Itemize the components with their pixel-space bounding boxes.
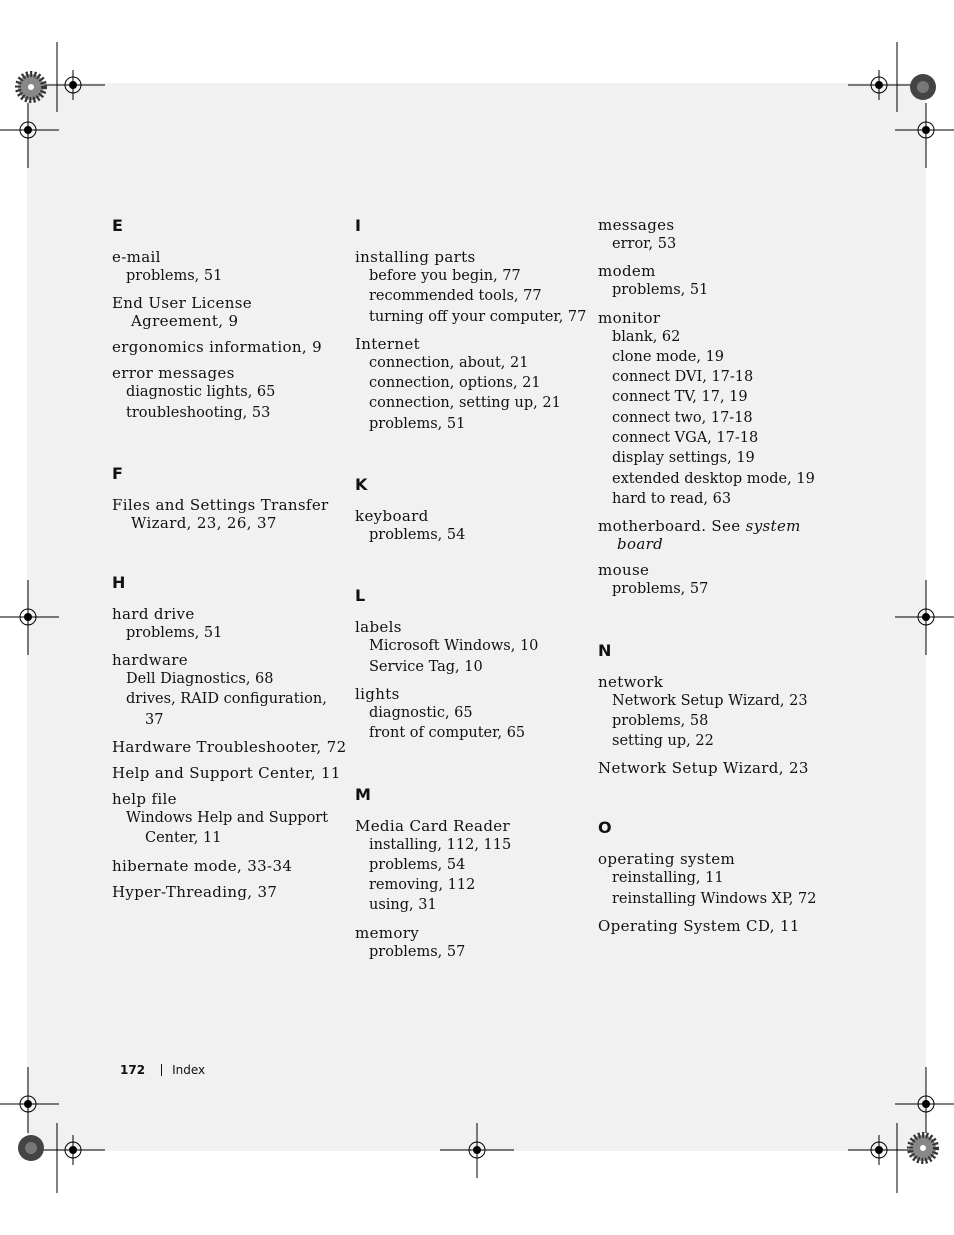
index-term-text: monitor <box>598 308 661 327</box>
footer-separator <box>161 1064 162 1076</box>
index-term-text: End User License Agreement, 9 <box>112 294 253 331</box>
index-section <box>355 785 590 962</box>
index-term-text: error messages <box>112 364 235 383</box>
index-entry <box>355 924 590 962</box>
index-subentry: connect VGA, 17-18 <box>612 430 759 447</box>
index-entry <box>112 605 347 643</box>
index-term <box>112 883 347 901</box>
index-subentry: problems, 54 <box>369 856 466 873</box>
index-subentry: reinstalling, 11 <box>612 870 724 887</box>
index-term <box>112 738 347 756</box>
index-subentry: drives, RAID configuration, 37 <box>126 691 327 728</box>
index-term-text: network <box>598 672 664 691</box>
index-entry <box>112 364 347 423</box>
index-entry <box>112 496 347 532</box>
index-term <box>598 309 833 327</box>
index-section <box>598 818 833 935</box>
index-subentry: before you begin, 77 <box>369 268 521 284</box>
section-letter: F <box>112 463 123 483</box>
index-subentry: connection, options, 21 <box>369 375 541 392</box>
index-term <box>112 294 347 330</box>
index-column-2 <box>355 216 590 970</box>
section-letter: O <box>598 818 612 838</box>
index-column-1 <box>112 216 347 909</box>
index-term <box>355 924 590 942</box>
index-subentry: blank, 62 <box>612 328 681 345</box>
index-subentry: problems, 51 <box>369 415 466 432</box>
index-subentry: recommended tools, 77 <box>369 288 542 305</box>
index-subentry: hard to read, 63 <box>612 490 732 507</box>
index-subentry: problems, 51 <box>612 282 709 299</box>
index-term-text: Hardware Troubleshooter, 72 <box>112 738 347 757</box>
index-term-text: Files and Settings Transfer Wizard, 23, 26, 37 <box>112 495 329 532</box>
index-subentry: setting up, 22 <box>612 733 714 750</box>
index-term-text: installing parts <box>355 248 476 266</box>
index-entry <box>355 248 590 327</box>
index-subentry: error, 53 <box>612 236 677 252</box>
index-subentry: removing, 112 <box>369 877 476 894</box>
index-section <box>355 216 590 434</box>
index-entry <box>355 685 590 744</box>
index-subentry: reinstalling Windows XP, 72 <box>612 890 817 907</box>
index-entry <box>112 883 347 901</box>
section-letter: N <box>598 640 612 660</box>
index-entry <box>598 309 833 510</box>
index-subentry: connect two, 17-18 <box>612 409 753 426</box>
index-term-text: e-mail <box>112 248 161 266</box>
index-entry <box>112 248 347 286</box>
index-entry <box>598 850 833 909</box>
index-term <box>112 605 347 623</box>
index-entry <box>112 857 347 875</box>
index-section <box>112 216 347 423</box>
section-letter: L <box>355 586 366 606</box>
index-subentry: Service Tag, 10 <box>369 658 483 675</box>
index-subentry: display settings, 19 <box>612 450 755 467</box>
index-term-text: Hyper-Threading, 37 <box>112 882 278 901</box>
index-term <box>598 673 833 691</box>
index-term-text: hard drive <box>112 604 195 623</box>
index-entry <box>598 517 833 553</box>
index-term-text: motherboard. See <box>598 517 741 536</box>
index-term-text: hardware <box>112 651 189 670</box>
index-subentry: connect DVI, 17-18 <box>612 369 754 386</box>
index-subentry: extended desktop mode, 19 <box>612 470 815 487</box>
index-term <box>598 216 833 234</box>
index-subentry: clone mode, 19 <box>612 348 725 365</box>
index-term <box>112 364 347 382</box>
index-entry <box>355 507 590 545</box>
index-term-text: mouse <box>598 561 650 580</box>
index-term <box>598 517 833 553</box>
index-term <box>598 262 833 280</box>
index-section <box>355 586 590 743</box>
footer-section-label: Index <box>172 1063 206 1077</box>
index-term-text: modem <box>598 262 656 281</box>
index-term-text: operating system <box>598 850 736 869</box>
index-term-text: Help and Support Center, 11 <box>112 764 341 783</box>
index-cross-reference: system board <box>617 517 801 554</box>
index-subentry: Network Setup Wizard, 23 <box>612 692 808 709</box>
index-term <box>355 507 590 525</box>
index-section <box>112 573 347 901</box>
page-footer <box>120 1063 205 1077</box>
index-term <box>355 618 590 636</box>
index-subentry: Windows Help and Support Center, 11 <box>126 810 329 847</box>
index-term <box>598 759 833 777</box>
index-term-text: help file <box>112 790 177 809</box>
section-letter: H <box>112 572 126 592</box>
index-term-text: Media Card Reader <box>355 816 511 835</box>
index-term-text: lights <box>355 684 400 703</box>
index-entry <box>112 651 347 730</box>
page-number: 172 <box>120 1063 146 1077</box>
index-entry <box>598 262 833 300</box>
index-term-text: Internet <box>355 334 421 353</box>
index-column-3 <box>598 216 833 943</box>
index-subentry: connect TV, 17, 19 <box>612 389 748 406</box>
index-entry <box>112 338 347 356</box>
index-term-text: messages <box>598 216 675 234</box>
index-term-text: hibernate mode, 33-34 <box>112 856 293 875</box>
index-term <box>598 917 833 935</box>
index-term-text: memory <box>355 923 420 942</box>
index-subentry: problems, 57 <box>369 943 466 960</box>
section-letter: I <box>355 216 361 235</box>
index-term-text: Operating System CD, 11 <box>598 917 800 936</box>
section-letter: K <box>355 475 368 495</box>
index-subentry: problems, 51 <box>126 268 223 284</box>
index-term <box>112 338 347 356</box>
index-entry <box>598 561 833 599</box>
index-subentry: problems, 51 <box>126 624 223 641</box>
index-subentry: Microsoft Windows, 10 <box>369 638 539 655</box>
index-subentry: problems, 58 <box>612 712 709 729</box>
index-subentry: connection, setting up, 21 <box>369 395 561 412</box>
index-term <box>112 248 347 266</box>
index-subentry: problems, 57 <box>612 581 709 598</box>
index-subentry: problems, 54 <box>369 527 466 544</box>
section-letter: E <box>112 216 123 235</box>
index-section <box>355 475 590 545</box>
section-letter: M <box>355 784 371 804</box>
index-term <box>598 561 833 579</box>
index-subentry: connection, about, 21 <box>369 354 529 371</box>
index-subentry: troubleshooting, 53 <box>126 404 271 421</box>
index-section <box>598 641 833 778</box>
index-term-text: Network Setup Wizard, 23 <box>598 759 809 778</box>
index-entry <box>598 216 833 254</box>
index-term <box>355 248 590 266</box>
index-entry <box>598 673 833 752</box>
index-section <box>598 216 833 600</box>
index-subentry: using, 31 <box>369 897 437 914</box>
index-term <box>355 335 590 353</box>
index-term <box>112 651 347 669</box>
index-entry <box>112 764 347 782</box>
index-term-text: ergonomics information, 9 <box>112 338 322 357</box>
index-entry <box>112 738 347 756</box>
index-term <box>355 685 590 703</box>
index-entry <box>598 759 833 777</box>
index-subentry: Dell Diagnostics, 68 <box>126 671 274 688</box>
index-term-text: labels <box>355 618 402 637</box>
index-term-text: keyboard <box>355 507 429 526</box>
index-entry <box>355 817 590 916</box>
index-term <box>112 496 347 532</box>
index-term <box>112 790 347 808</box>
index-entry <box>598 917 833 935</box>
index-entry <box>355 618 590 677</box>
index-term <box>355 817 590 835</box>
index-entry <box>112 790 347 849</box>
index-term <box>112 764 347 782</box>
index-subentry: diagnostic lights, 65 <box>126 384 276 401</box>
index-subentry: installing, 112, 115 <box>369 836 512 853</box>
index-entry <box>355 335 590 434</box>
index-term <box>598 850 833 868</box>
index-entry <box>112 294 347 330</box>
index-section <box>112 464 347 532</box>
index-subentry: diagnostic, 65 <box>369 704 473 721</box>
index-subentry: turning off your computer, 77 <box>369 308 587 325</box>
index-subentry: front of computer, 65 <box>369 725 526 742</box>
index-term <box>112 857 347 875</box>
